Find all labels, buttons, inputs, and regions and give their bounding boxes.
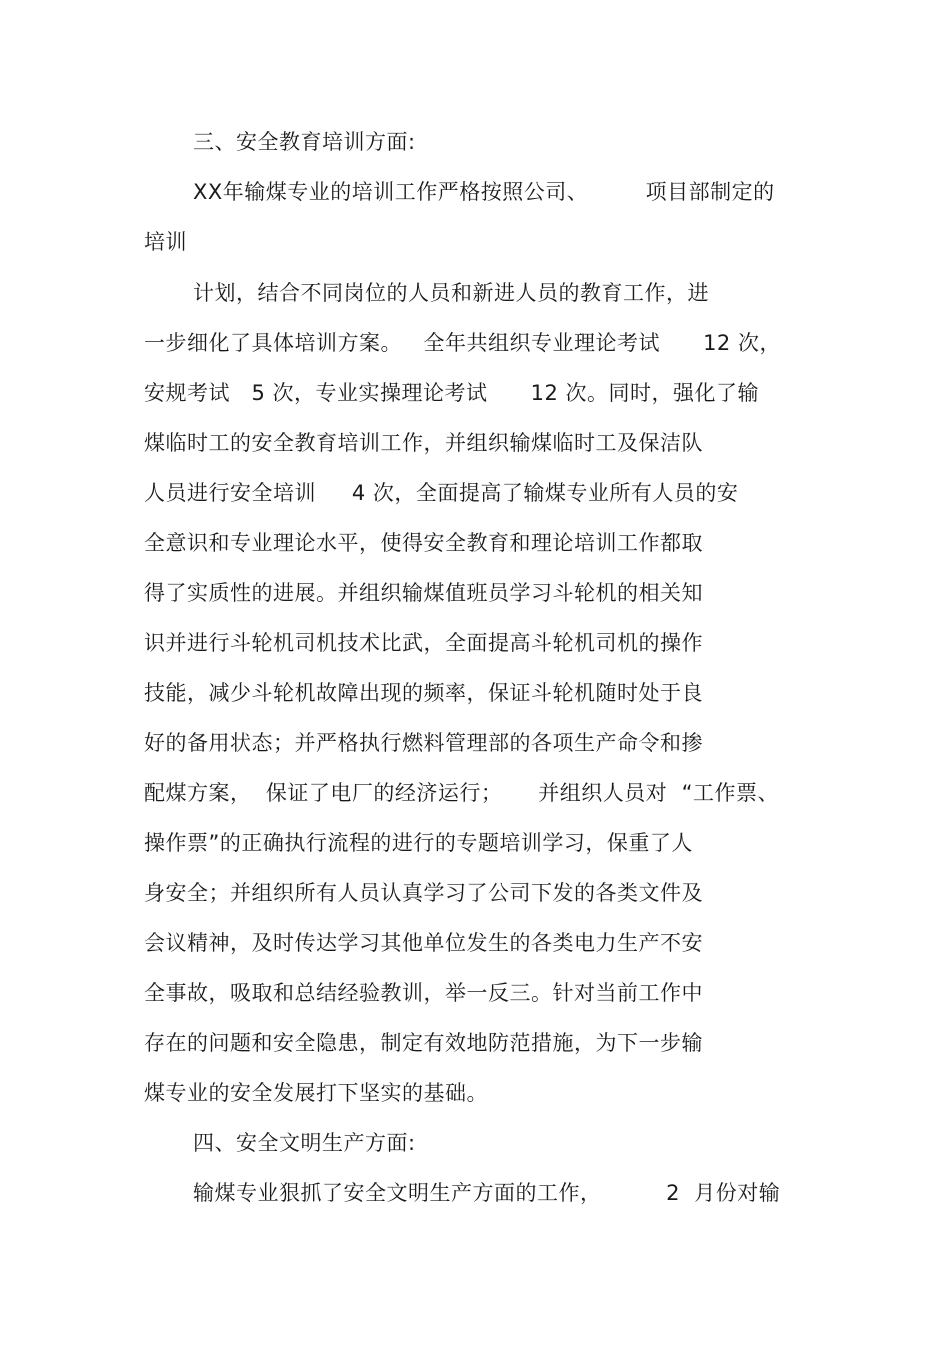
paragraph-line: 安规考试 5 次，专业实操理论考试 12 次。同时，强化了输 bbox=[144, 381, 760, 405]
paragraph-line: 计划，结合不同岗位的人员和新进人员的教育工作，进 bbox=[193, 281, 709, 305]
paragraph-line: 全事故，吸取和总结经验教训，举一反三。针对当前工作中 bbox=[144, 981, 703, 1005]
paragraph-line: 存在的问题和安全隐患，制定有效地防范措施，为下一步输 bbox=[144, 1031, 703, 1055]
paragraph-line: 人员进行安全培训 4 次，全面提高了输煤专业所有人员的安 bbox=[144, 481, 739, 505]
paragraph-line: 身安全；并组织所有人员认真学习了公司下发的各类文件及 bbox=[144, 881, 703, 905]
paragraph-line: XX年输煤专业的培训工作严格按照公司、 项目部制定的 bbox=[193, 180, 775, 204]
paragraph-line: 全意识和专业理论水平，使得安全教育和理论培训工作都取 bbox=[144, 531, 703, 555]
paragraph-line: 配煤方案， 保证了电厂的经济运行； 并组织人员对 “工作票、 bbox=[144, 781, 779, 805]
section-heading-3: 三、安全教育培训方面: bbox=[193, 130, 416, 154]
paragraph-line: 煤临时工的安全教育培训工作，并组织输煤临时工及保洁队 bbox=[144, 431, 703, 455]
section-heading-4: 四、安全文明生产方面: bbox=[193, 1131, 416, 1155]
paragraph-line: 会议精神，及时传达学习其他单位发生的各类电力生产不安 bbox=[144, 931, 703, 955]
paragraph-line: 培训 bbox=[144, 230, 187, 254]
paragraph-line: 一步细化了具体培训方案。 全年共组织专业理论考试 12 次， bbox=[144, 331, 781, 355]
paragraph-line: 输煤专业狠抓了安全文明生产方面的工作， 2 月份对输 bbox=[193, 1181, 781, 1205]
paragraph-line: 识并进行斗轮机司机技术比武，全面提高斗轮机司机的操作 bbox=[144, 631, 703, 655]
paragraph-line: 煤专业的安全发展打下坚实的基础。 bbox=[144, 1081, 488, 1105]
paragraph-line: 技能，减少斗轮机故障出现的频率，保证斗轮机随时处于良 bbox=[144, 681, 703, 705]
paragraph-line: 得了实质性的进展。并组织输煤值班员学习斗轮机的相关知 bbox=[144, 581, 703, 605]
paragraph-line: 操作票”的正确执行流程的进行的专题培训学习，保重了人 bbox=[144, 831, 693, 855]
paragraph-line: 好的备用状态；并严格执行燃料管理部的各项生产命令和掺 bbox=[144, 731, 703, 755]
